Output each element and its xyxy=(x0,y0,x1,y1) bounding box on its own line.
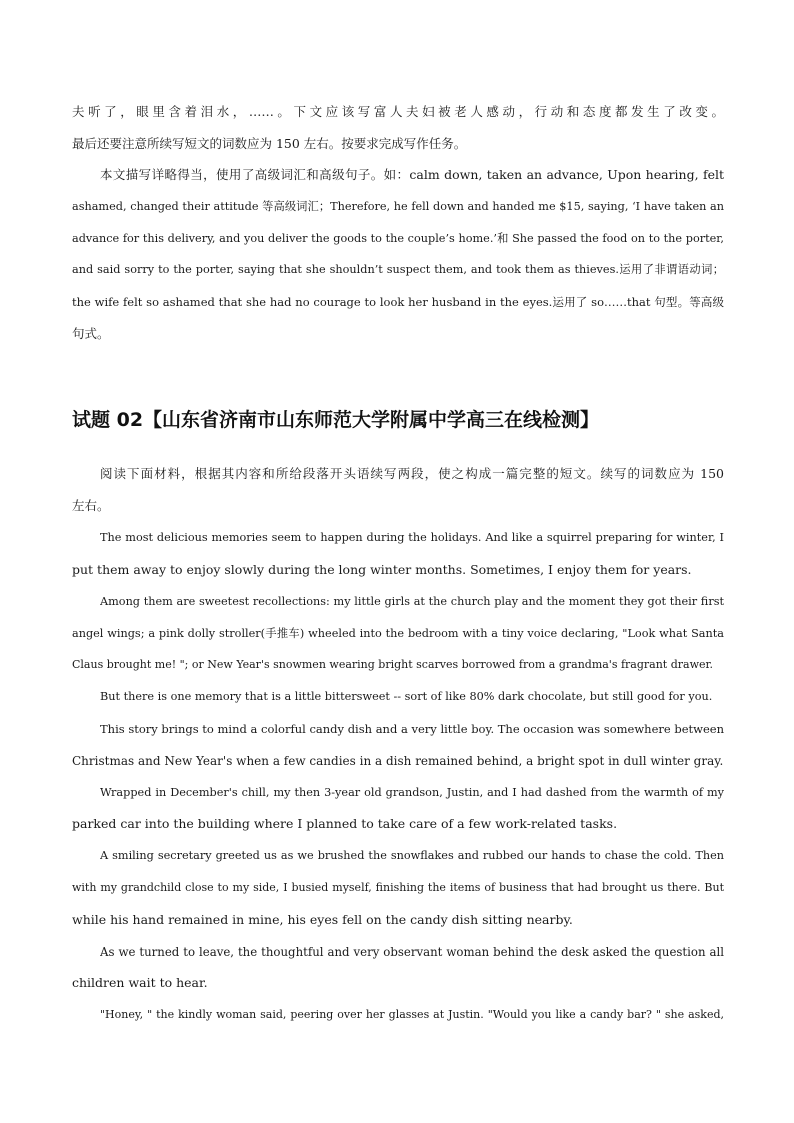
text-line: This story brings to mind a colorful candy dish and a very little boy. The occasion was somewhere between xyxy=(100,722,724,736)
text-line: advance for this delivery, and you deliver the goods to the couple’s home.’和 She passed the food on to the porter, xyxy=(72,232,724,245)
text-line: the wife felt so ashamed that she had no courage to look her husband in the eyes.运用了 so……that 句型。等高级 xyxy=(72,295,724,309)
text-line: with my grandchild close to my side, I busied myself, finishing the items of business that had brought us there. But xyxy=(72,881,724,894)
text-line: and said sorry to the porter, saying that she shouldn’t suspect them, and took them as thieves.运用了非谓语动词； xyxy=(72,263,724,276)
text-line: Among them are sweetest recollections: my little girls at the church play and the moment they got their first xyxy=(100,595,724,608)
text-line: "Honey, " the kindly woman said, peering over her glasses at Justin. "Would you like a candy bar? " she asked, xyxy=(100,1008,724,1021)
text-line: A smiling secretary greeted us as we brushed the snowflakes and rubbed our hands to chase the cold. Then xyxy=(100,849,724,862)
text-line: 阅读下面材料，根据其内容和所给段落开头语续写两段，使之构成一篇完整的短文。续写的词数应为 150 xyxy=(100,466,724,481)
text-line: Wrapped in December's chill, my then 3-year old grandson, Justin, and I had dashed from the warmth of my xyxy=(100,786,724,799)
section-heading: 试题 02【山东省济南市山东师范大学附属中学高三在线检测】 xyxy=(72,409,600,431)
text-line: The most delicious memories seem to happen during the holidays. And like a squirrel preparing for winter, I xyxy=(100,531,724,544)
text-line: But there is one memory that is a little bittersweet -- sort of like 80% dark chocolate, but still good for you. xyxy=(100,690,713,703)
text-line: while his hand remained in mine, his eyes fell on the candy dish sitting nearby. xyxy=(72,912,573,927)
text-line: As we turned to leave, the thoughtful and very observant woman behind the desk asked the question all xyxy=(100,945,724,959)
text-line: put them away to enjoy slowly during the long winter months. Sometimes, I enjoy them for years. xyxy=(72,562,692,577)
text-line: parked car into the building where I planned to take care of a few work-related tasks. xyxy=(72,816,618,831)
text-line: 句式。 xyxy=(72,326,110,341)
text-line: 本文描写详略得当，使用了高级词汇和高级句子。如：calm down, taken an advance, Upon hearing, felt xyxy=(100,167,724,182)
text-line: Christmas and New Year's when a few candies in a dish remained behind, a bright spot in dull winter gray. xyxy=(72,754,724,768)
text-line: ashamed, changed their attitude 等高级词汇；Therefore, he fell down and handed me $15, saying, ‘I have taken an xyxy=(72,200,724,213)
text-line: 夫听了，眼里含着泪水，……。下文应该写富人夫妇被老人感动，行动和态度都发生了改变。 xyxy=(72,104,724,119)
text-line: 左右。 xyxy=(72,498,110,513)
text-line: children wait to hear. xyxy=(72,975,208,990)
text-line: angel wings; a pink dolly stroller(手推车) wheeled into the bedroom with a tiny voice declaring, "Look what Santa xyxy=(72,627,724,640)
text-line: Claus brought me! "; or New Year's snowmen wearing bright scarves borrowed from a grandma's fragrant drawer. xyxy=(72,658,714,671)
text-line: 最后还要注意所续写短文的词数应为 150 左右。按要求完成写作任务。 xyxy=(72,136,467,151)
